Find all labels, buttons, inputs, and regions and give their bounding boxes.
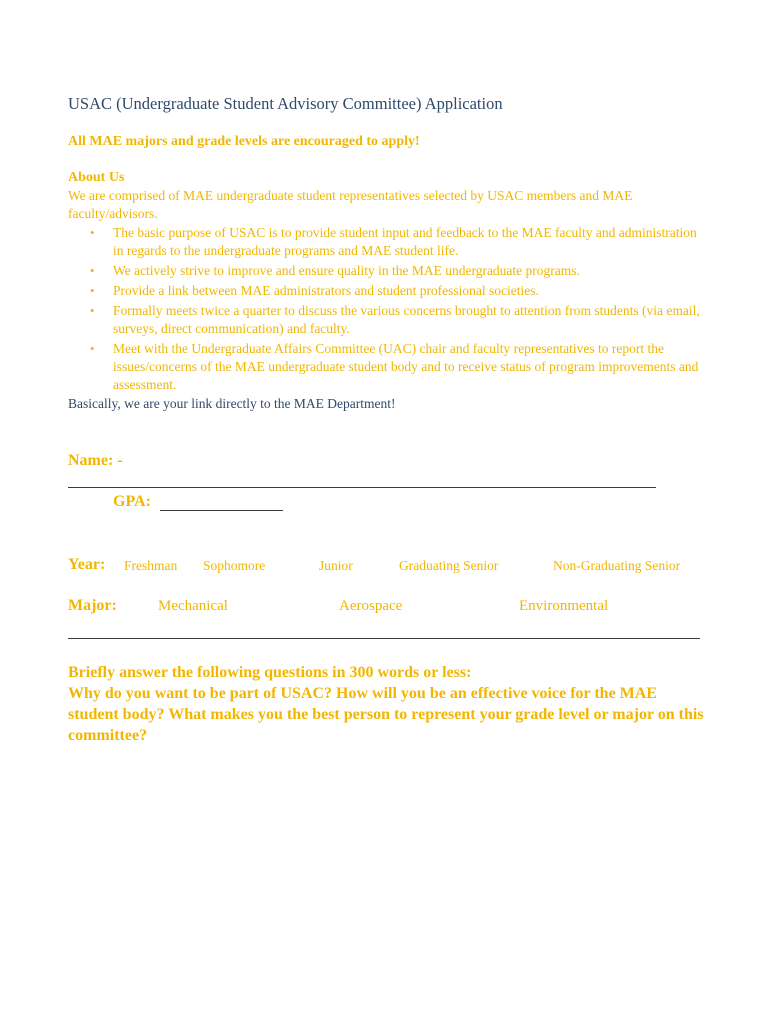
questions-prompt: Why do you want to be part of USAC? How will you be an effective voice for the MAE student body? What makes you the best person to represent your grade level or major on this committee? xyxy=(68,685,704,744)
year-option-freshman[interactable]: Freshman xyxy=(124,558,178,573)
document-title: USAC (Undergraduate Student Advisory Committee) Application xyxy=(68,94,503,113)
bullet-item xyxy=(68,340,708,394)
bullet-icon: • xyxy=(90,341,95,356)
bullet-text: We actively strive to improve and ensure quality in the MAE undergraduate programs. xyxy=(113,263,580,278)
encouragement-line: All MAE majors and grade levels are encouraged to apply! xyxy=(68,134,420,149)
year-label: Year: xyxy=(68,556,106,573)
bullet-item xyxy=(68,282,708,300)
year-option-sophomore[interactable]: Sophomore xyxy=(203,558,266,573)
bullet-text: Provide a link between MAE administrators and student professional societies. xyxy=(113,283,539,298)
bullet-text: Meet with the Undergraduate Affairs Committee (UAC) chair and faculty representatives to report the issues/concerns of the MAE undergraduate student body and to receive status of program improvements and assessment. xyxy=(113,341,699,392)
questions-instruction: Briefly answer the following questions in 300 words or less: xyxy=(68,664,472,681)
about-bullet-list xyxy=(68,224,708,396)
major-option-aerospace[interactable]: Aerospace xyxy=(339,598,403,614)
bullet-icon: • xyxy=(90,303,95,318)
section-divider xyxy=(68,638,700,639)
major-option-environmental[interactable]: Environmental xyxy=(519,598,609,614)
closing-line: Basically, we are your link directly to the MAE Department! xyxy=(68,396,396,411)
bullet-icon: • xyxy=(90,225,95,240)
bullet-item xyxy=(68,302,708,338)
name-input-line[interactable] xyxy=(68,487,656,488)
about-intro: We are comprised of MAE undergraduate student representatives selected by USAC members and MAE faculty/advisors. xyxy=(68,188,633,221)
bullet-item xyxy=(68,262,708,280)
year-option-graduating-senior[interactable]: Graduating Senior xyxy=(399,558,499,573)
gpa-label: GPA: xyxy=(113,493,151,510)
questions-block xyxy=(68,662,708,746)
major-label: Major: xyxy=(68,597,117,614)
name-label: Name: - xyxy=(68,452,123,469)
about-heading: About Us xyxy=(68,170,125,185)
year-option-non-graduating-senior[interactable]: Non-Graduating Senior xyxy=(553,558,681,573)
gpa-input-line[interactable] xyxy=(160,510,283,511)
bullet-icon: • xyxy=(90,283,95,298)
major-option-mechanical[interactable]: Mechanical xyxy=(158,598,228,614)
bullet-text: The basic purpose of USAC is to provide student input and feedback to the MAE faculty and administration in regards to the undergraduate programs and MAE student life. xyxy=(113,225,697,258)
bullet-text: Formally meets twice a quarter to discuss the various concerns brought to attention from students (via email, surveys, direct communication) and faculty. xyxy=(113,303,700,336)
year-option-junior[interactable]: Junior xyxy=(319,558,353,573)
bullet-icon: • xyxy=(90,263,95,278)
bullet-item xyxy=(68,224,708,260)
